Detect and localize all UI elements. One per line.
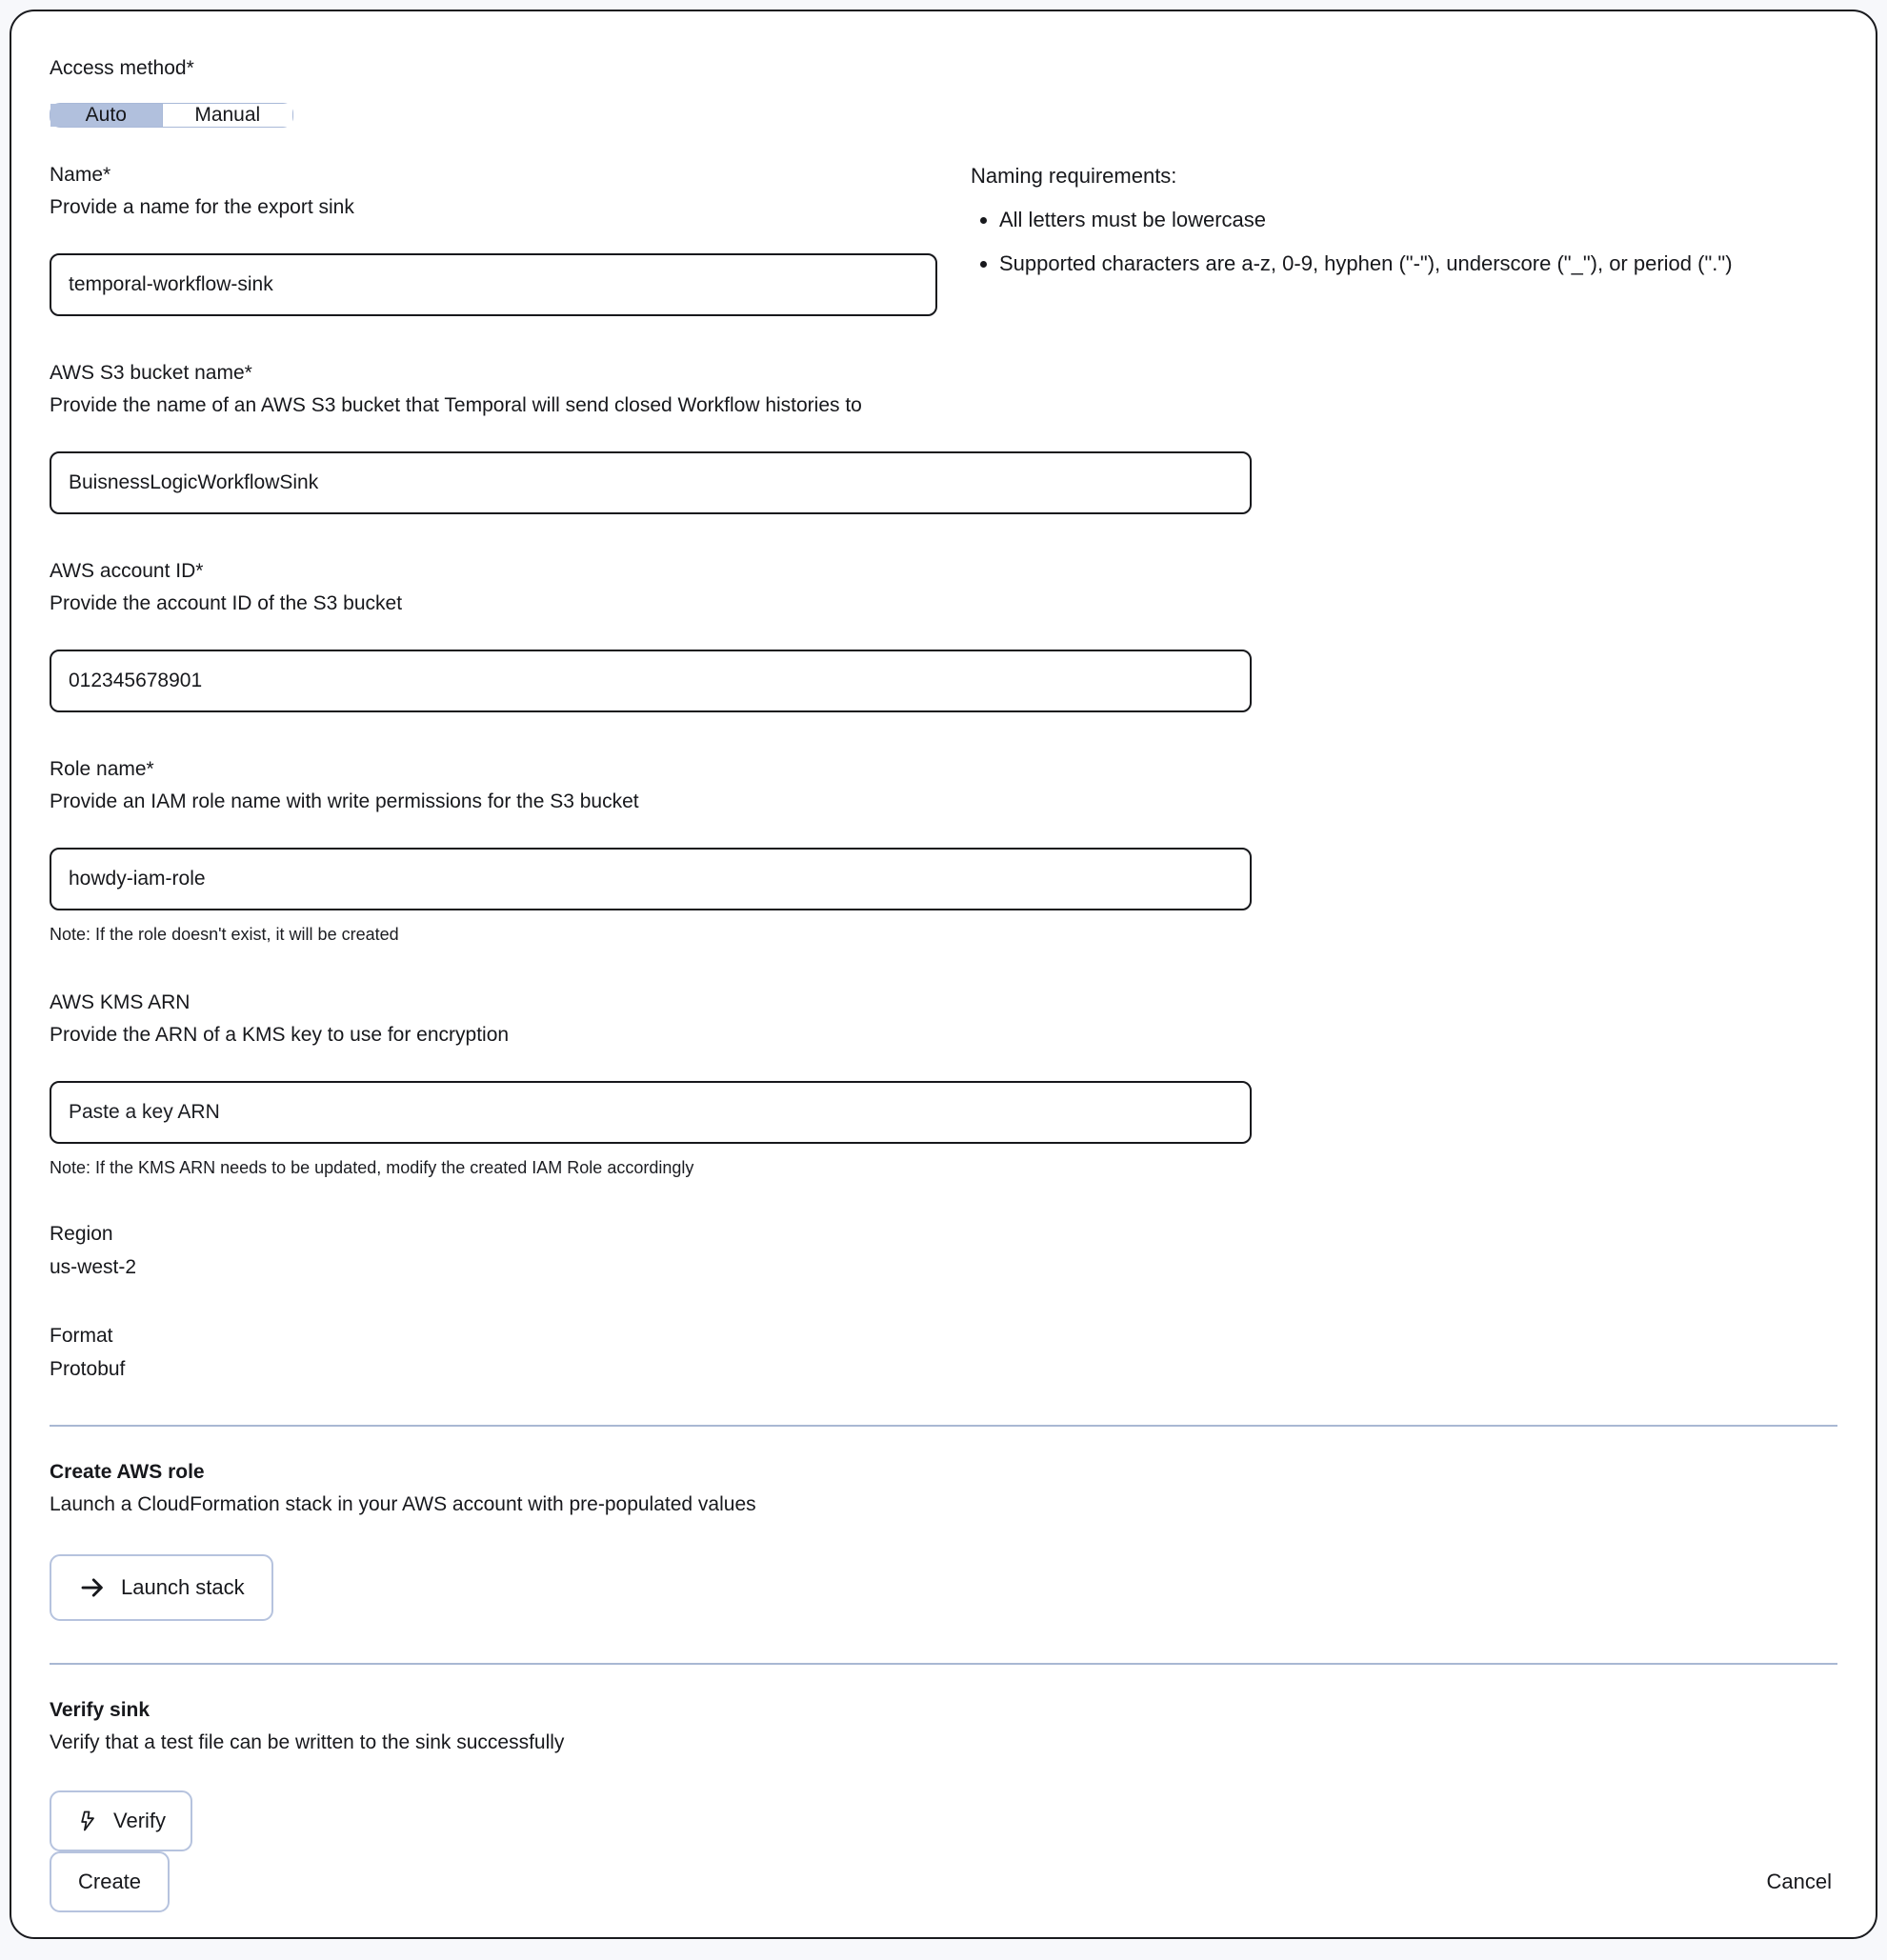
format-value: Protobuf xyxy=(50,1358,126,1380)
role-name-input[interactable] xyxy=(50,848,1252,910)
naming-requirements-title: Naming requirements: xyxy=(971,164,1177,188)
region-readonly-field xyxy=(50,1221,1837,1281)
region-value: us-west-2 xyxy=(50,1256,137,1278)
arrow-right-icon xyxy=(78,1573,107,1602)
bucket-input[interactable] xyxy=(50,451,1252,514)
kms-arn-input[interactable] xyxy=(50,1081,1252,1144)
naming-requirements-list xyxy=(971,206,1837,278)
lightning-bolt-icon xyxy=(76,1810,99,1832)
bucket-field-group xyxy=(50,360,1837,514)
section-divider xyxy=(50,1663,1837,1665)
kms-description: Provide the ARN of a KMS key to use for encryption xyxy=(50,1024,510,1046)
create-aws-role-title: Create AWS role xyxy=(50,1461,205,1483)
access-method-option-auto[interactable]: Auto xyxy=(50,104,162,127)
name-description: Provide a name for the export sink xyxy=(50,196,354,218)
access-method-label: Access method* xyxy=(50,57,194,79)
naming-requirement-item: • Supported characters are a-z, 0-9, hyphen ("-"), underscore ("_"), or period (".") xyxy=(999,250,1837,278)
create-aws-role-section xyxy=(50,1459,1837,1621)
form-footer xyxy=(50,1851,1837,1912)
name-and-requirements-row xyxy=(50,162,1837,316)
kms-field-group xyxy=(50,990,1837,1179)
kms-note: Note: If the KMS ARN needs to be updated, modify the created IAM Role accordingly xyxy=(50,1158,694,1177)
account-field-group xyxy=(50,558,1837,712)
verify-button-label: Verify xyxy=(113,1809,167,1832)
launch-stack-button-label: Launch stack xyxy=(121,1575,245,1599)
create-aws-role-description: Launch a CloudFormation stack in your AWS account with pre-populated values xyxy=(50,1493,756,1515)
account-id-input[interactable] xyxy=(50,650,1252,712)
export-sink-form-card xyxy=(10,10,1877,1939)
cancel-button[interactable]: Cancel xyxy=(1761,1870,1837,1894)
naming-requirements xyxy=(971,162,1837,316)
access-method-toggle xyxy=(50,103,293,128)
create-button[interactable] xyxy=(50,1851,170,1912)
verify-sink-description: Verify that a test file can be written to the sink successfully xyxy=(50,1731,565,1753)
account-label: AWS account ID* xyxy=(50,560,204,582)
section-divider xyxy=(50,1425,1837,1427)
account-description: Provide the account ID of the S3 bucket xyxy=(50,592,403,614)
access-method-option-manual[interactable]: Manual xyxy=(162,104,292,127)
role-field-group xyxy=(50,756,1837,946)
bucket-description: Provide the name of an AWS S3 bucket that Temporal will send closed Workflow histories to xyxy=(50,394,862,416)
verify-sink-section xyxy=(50,1697,1837,1851)
naming-requirement-item: • All letters must be lowercase xyxy=(999,206,1837,234)
region-label: Region xyxy=(50,1223,113,1245)
format-label: Format xyxy=(50,1325,113,1347)
create-button-label: Create xyxy=(78,1870,142,1893)
format-readonly-field xyxy=(50,1323,1837,1383)
name-input[interactable] xyxy=(50,253,937,316)
verify-sink-title: Verify sink xyxy=(50,1699,151,1721)
name-field-group xyxy=(50,162,940,316)
kms-label: AWS KMS ARN xyxy=(50,991,191,1013)
role-note: Note: If the role doesn't exist, it will be created xyxy=(50,925,399,944)
role-description: Provide an IAM role name with write permissions for the S3 bucket xyxy=(50,790,639,812)
bucket-label: AWS S3 bucket name* xyxy=(50,362,252,384)
role-label: Role name* xyxy=(50,758,154,780)
name-label: Name* xyxy=(50,164,111,186)
launch-stack-button[interactable] xyxy=(50,1554,273,1621)
verify-button[interactable] xyxy=(50,1790,192,1851)
